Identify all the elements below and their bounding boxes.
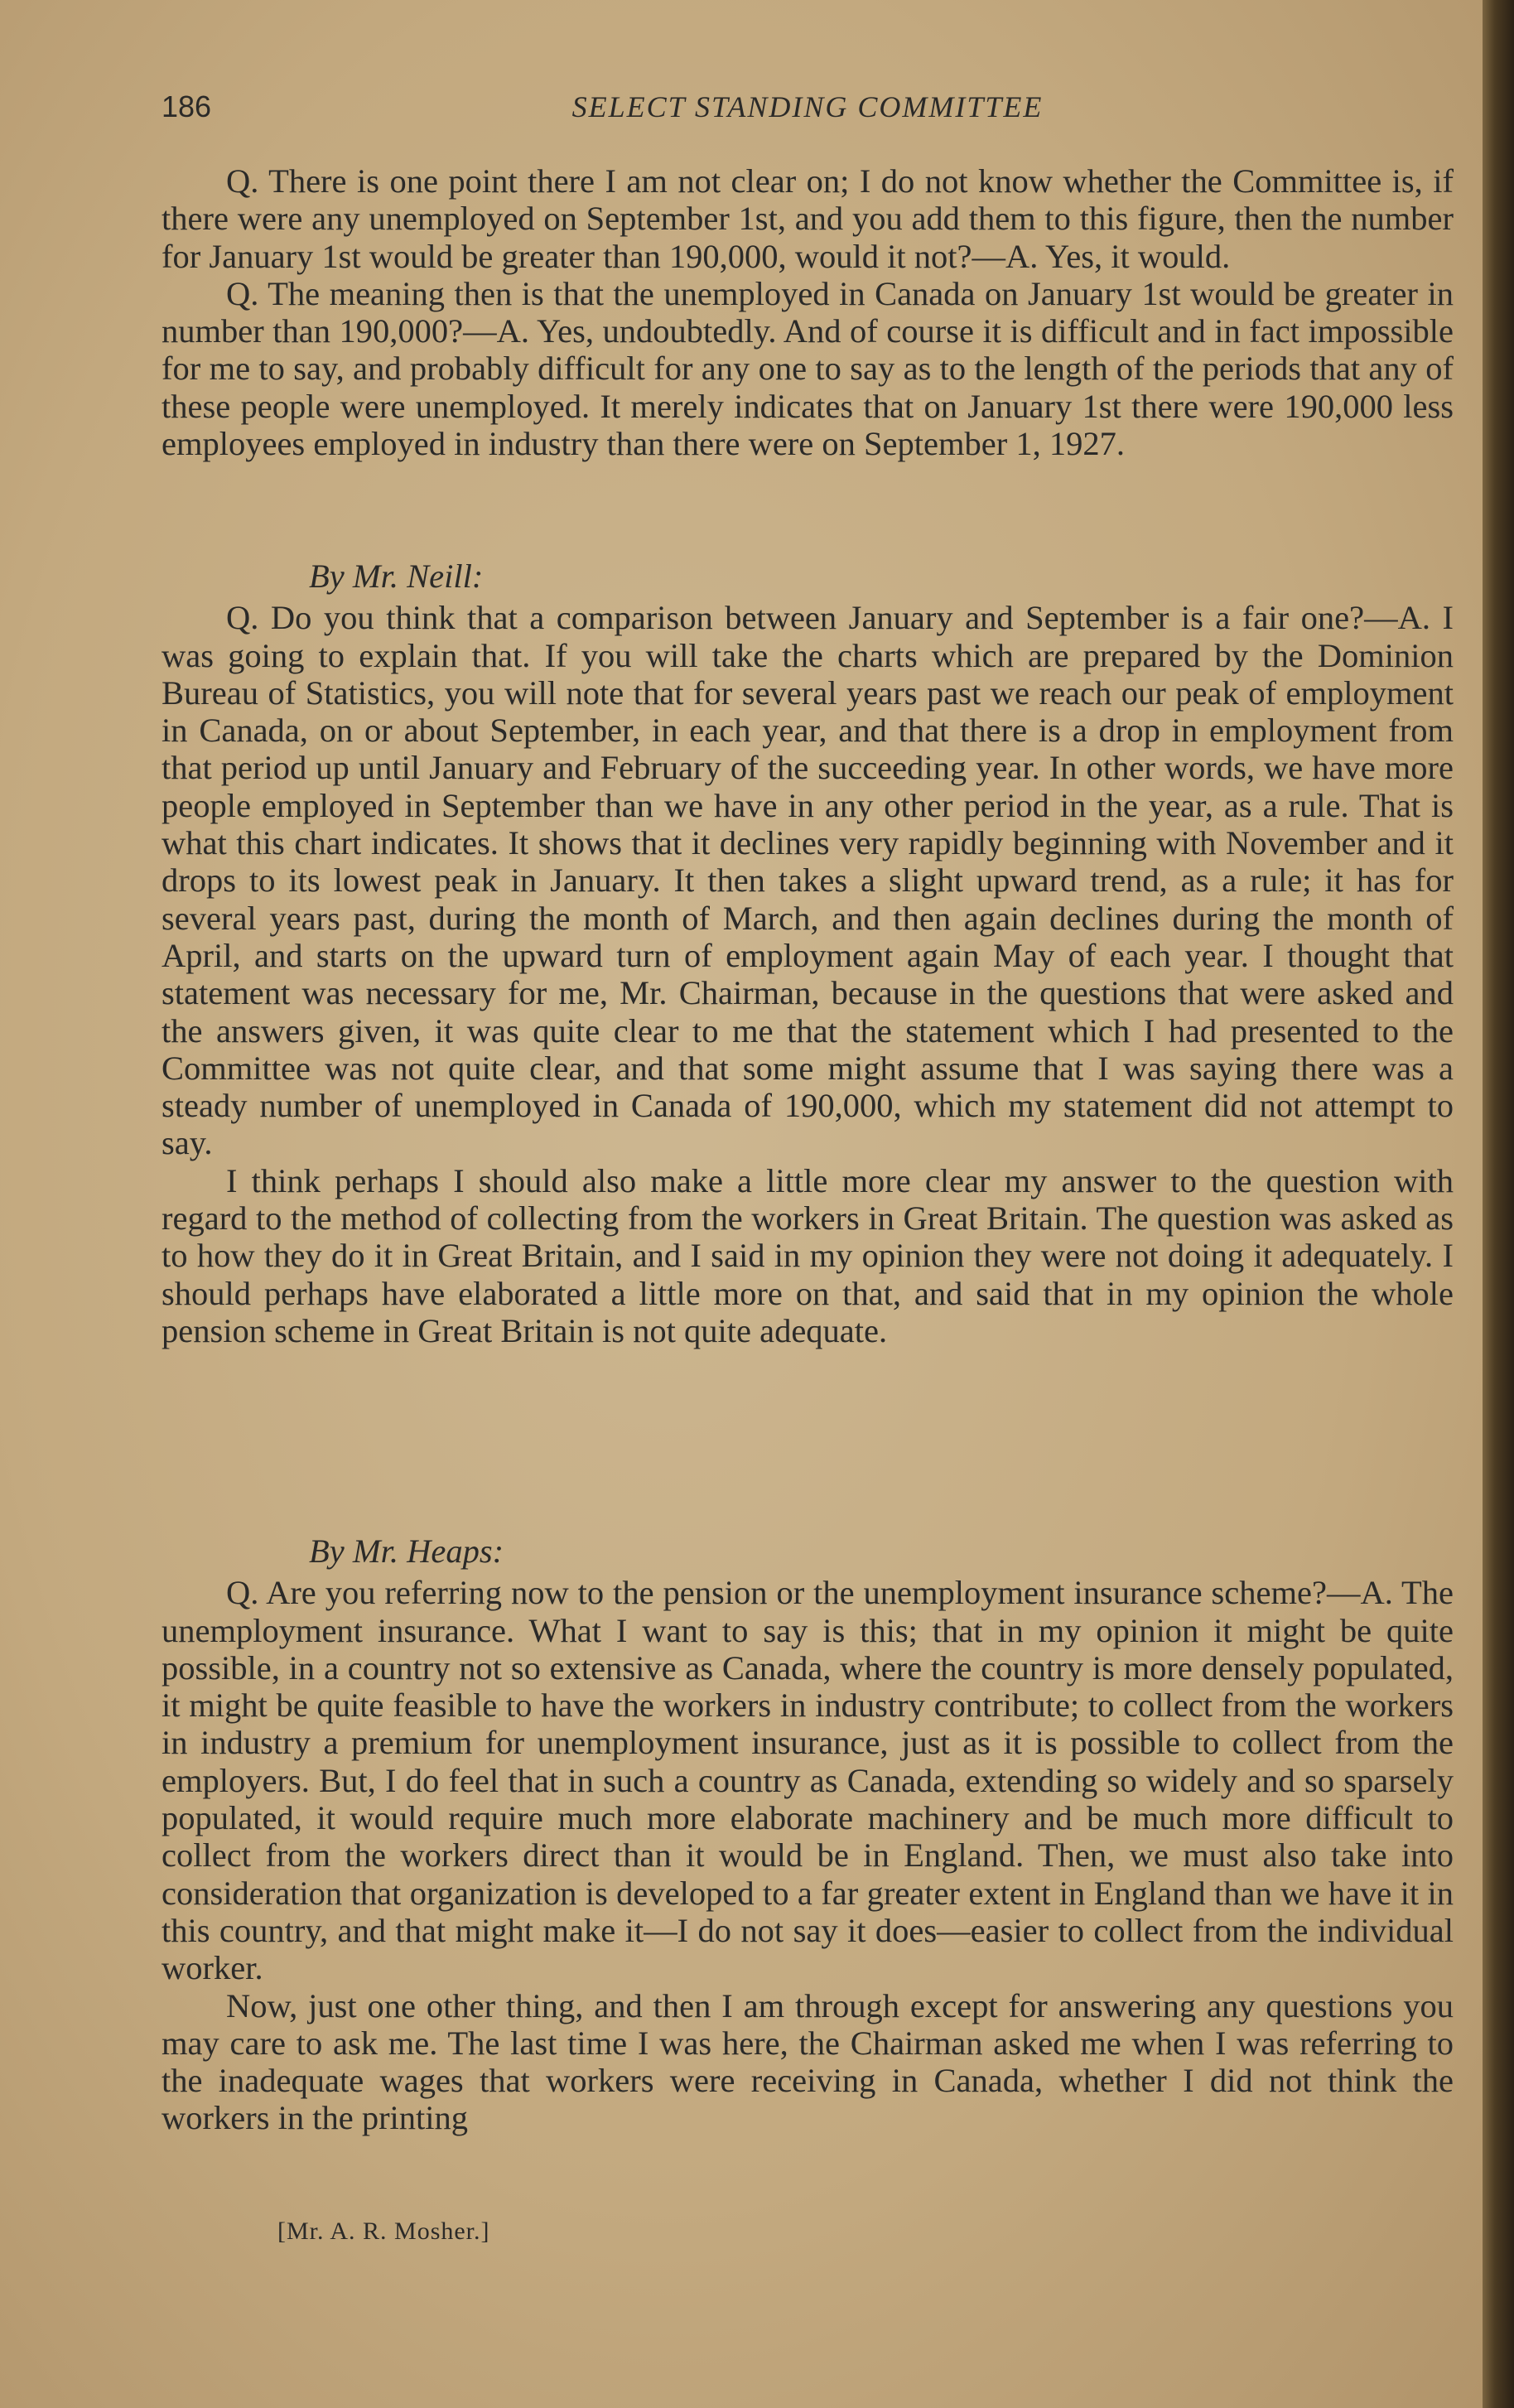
paragraph-1: Q. There is one point there I am not clear on; I do not know whether the Committee is, if there were any unemployed on September 1st, and you add them to this figure, then the number for January 1st would be greater than 190,000, would it not?—A. Yes, it would. xyxy=(162,162,1454,275)
speaker-heading-neill: By Mr. Neill: xyxy=(309,557,484,595)
section-neill xyxy=(162,557,1454,1349)
paragraph-6: Now, just one other thing, and then I am through except for answering any questions you may care to ask me. The last time I was here, the Chairman asked me when I was referring to the inadequate wages that workers were receiving in Canada, whether I did not think the workers in the printing xyxy=(162,1986,1454,2137)
page-header xyxy=(162,89,1454,139)
paragraph-5: Q. Are you referring now to the pension or the unemployment insurance scheme?—A. The unemployment insurance. What I want to say is this; that in my opinion it might be quite possible, in a country not so extensive as Canada, where the country is more densely populated, it might be quite feasible to have the workers in industry contribute; to collect from the workers in industry a premium for unemployment insurance, just as it is possible to collect from the employers. But, I do feel that in such a country as Canada, extending so widely and so sparsely populated, it would require much more elaborate machinery and be much more difficult to collect from the workers direct than it would be in England. Then, we must also take into consideration that organization is developed to a far greater extent in England than we have it in this country, and that might make it—I do not say it does—easier to collect from the individual worker. xyxy=(162,1574,1454,1987)
paragraph-3: Q. Do you think that a comparison between January and September is a fair one?—A. I was going to explain that. If you will take the charts which are prepared by the Dominion Bureau of Statistics, you will note that for several years past we reach our peak of employment in Canada, on or about September, in each year, and that there is a drop in employment from that period up until January and February of the succeeding year. In other words, we have more people employed in September than we have in any other period in the year, as a rule. That is what this chart indicates. It shows that it declines very rapidly beginning with November and it drops to its lowest peak in January. It then takes a slight upward trend, as a rule; it has for several years past, during the month of March, and then again declines during the month of April, and starts on the upward turn of employment again May of each year. I thought that statement was necessary for me, Mr. Chairman, because in the questions that were asked and the answers given, it was quite clear to me that the statement which I had presented to the Committee was not quite clear, and that some might assume that I was saying there was a steady number of unemployed in Canada of 190,000, which my statement did not attempt to say. xyxy=(162,599,1454,1162)
page-binding-edge xyxy=(1483,0,1514,2408)
speaker-heading-heaps: By Mr. Heaps: xyxy=(309,1532,504,1570)
paragraph-4: I think perhaps I should also make a little more clear my answer to the question with regard to the method of collecting from the workers in Great Britain. The question was asked as to how they do it in Great Britain, and I said in my opinion they were not doing it adequately. I should perhaps have elaborated a little more on that, and said that in my opinion the whole pension scheme in Great Britain is not quite adequate. xyxy=(162,1161,1454,1349)
speaker-attribution: [Mr. A. R. Mosher.] xyxy=(277,2217,490,2245)
section-opening xyxy=(162,162,1454,462)
paragraph-2: Q. The meaning then is that the unemployed in Canada on January 1st would be greater in number than 190,000?—A. Yes, undoubtedly. And of course it is difficult and in fact impossible for me to say, and probably difficult for any one to say as to the length of the periods that any of these people were unemployed. It merely indicates that on January 1st there were 190,000 less employees employed in industry than there were on September 1, 1927. xyxy=(162,274,1454,463)
running-head: SELECT STANDING COMMITTEE xyxy=(571,90,1044,123)
page-number: 186 xyxy=(162,89,212,123)
section-heaps xyxy=(162,1532,1454,2137)
